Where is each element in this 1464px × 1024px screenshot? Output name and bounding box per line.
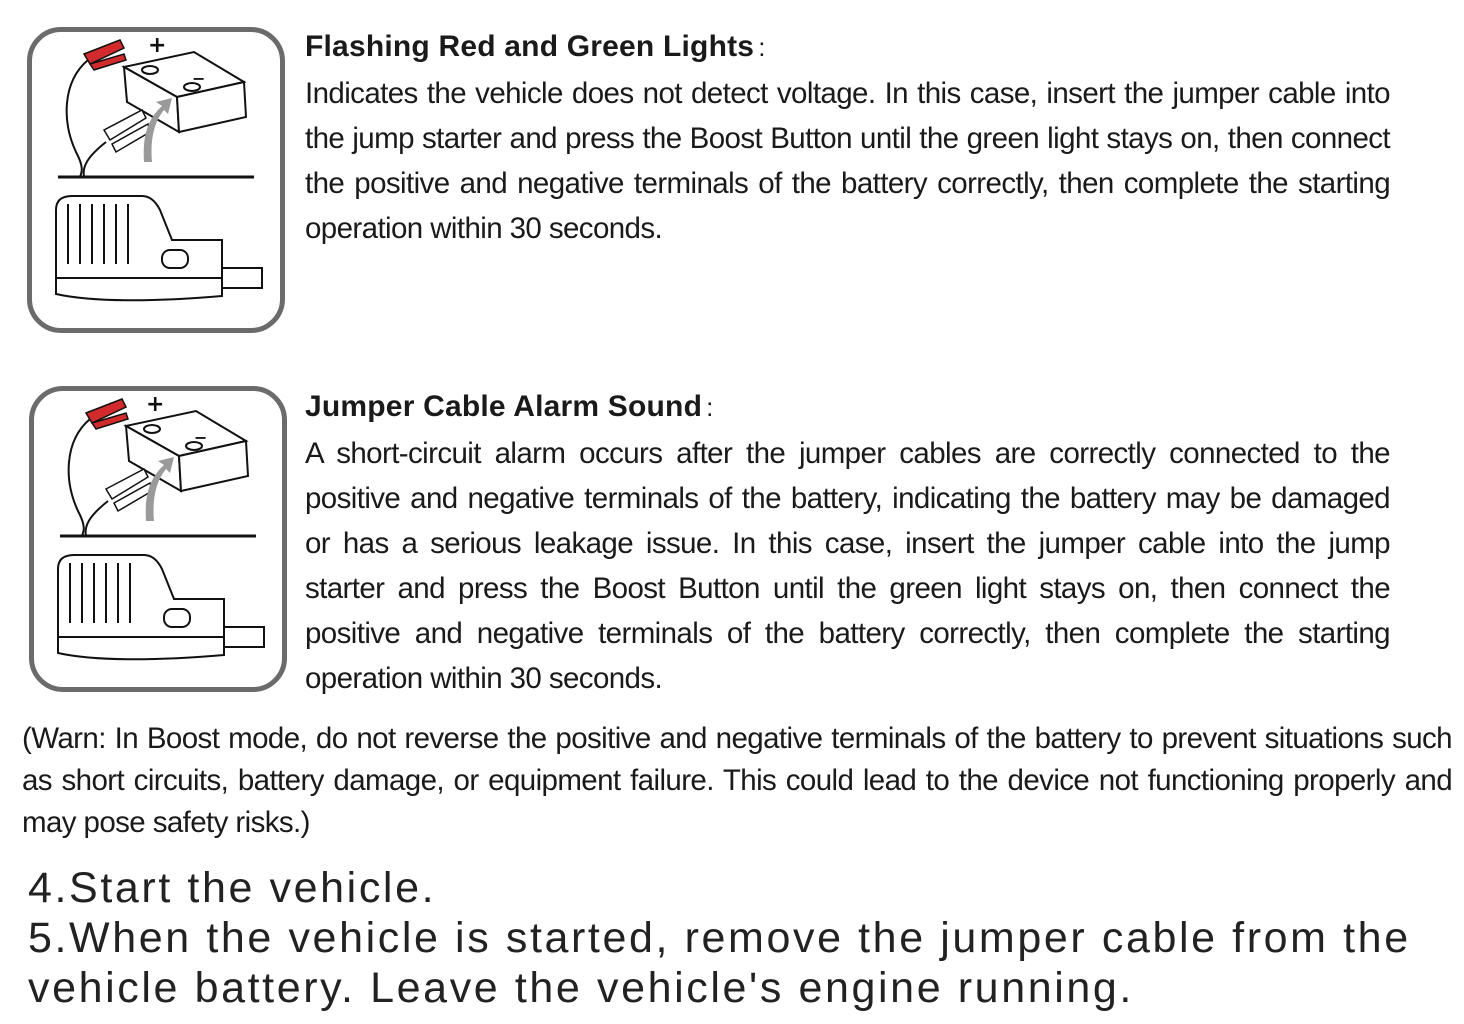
jump-starter-device-icon <box>56 196 262 300</box>
heading-colon: : <box>758 32 766 62</box>
step-5-line-1: 5.When the vehicle is started, remove the jumper cable from the <box>28 914 1411 962</box>
red-cable <box>67 60 88 177</box>
jump-starter-device-icon <box>58 555 264 659</box>
jump-starter-connection-illustration <box>34 391 282 687</box>
step-5-line-2: vehicle battery. Leave the vehicle's engine running. <box>28 964 1134 1012</box>
plus-terminal-label: + <box>148 33 167 58</box>
red-cable <box>69 419 90 536</box>
black-clamp-icon <box>104 110 150 152</box>
section-body: Indicates the vehicle does not detect voltage. In this case, insert the jumper cable into the jump starter and press the Boost Button until the green light stays on, then connect the positive and negative terminals of the battery correctly, then complete the starting operation within 30 seconds. <box>305 77 1390 245</box>
minus-terminal-label: − <box>194 428 208 447</box>
minus-terminal-label: − <box>192 69 206 88</box>
jump-starter-connection-illustration <box>32 32 280 328</box>
section-body: A short-circuit alarm occurs after the jumper cables are correctly connected to the positive and negative terminals of the battery, indicating the battery may be damaged or has a serious leakage issue. In this case, insert the jumper cable into the jump starter and press the Boost Button until the green light stays on, then connect the positive and negative terminals of the battery correctly, then complete the starting operation within 30 seconds. <box>305 437 1390 695</box>
section-heading <box>305 27 1390 67</box>
step-4: 4.Start the vehicle. <box>28 864 437 912</box>
section-heading <box>305 387 1390 427</box>
black-cable <box>86 501 108 536</box>
plus-terminal-label: + <box>146 392 165 417</box>
black-cable <box>84 142 106 177</box>
section-title: Flashing Red and Green Lights <box>305 30 755 63</box>
black-clamp-icon <box>106 469 152 511</box>
section-flashing-lights <box>305 27 1390 251</box>
illustration-panel-2 <box>29 386 287 692</box>
section-title: Jumper Cable Alarm Sound <box>305 390 703 423</box>
red-clamp-icon <box>84 40 126 70</box>
illustration-panel-1 <box>27 27 285 333</box>
section-jumper-cable-alarm <box>305 387 1390 701</box>
heading-colon: : <box>706 392 714 422</box>
red-clamp-icon <box>86 399 128 429</box>
warning-note: (Warn: In Boost mode, do not reverse the positive and negative terminals of the battery to prevent situations such as short circuits, battery damage, or equipment failure. This could lead to the device not functioning properly and may pose safety risks.) <box>22 722 1452 839</box>
